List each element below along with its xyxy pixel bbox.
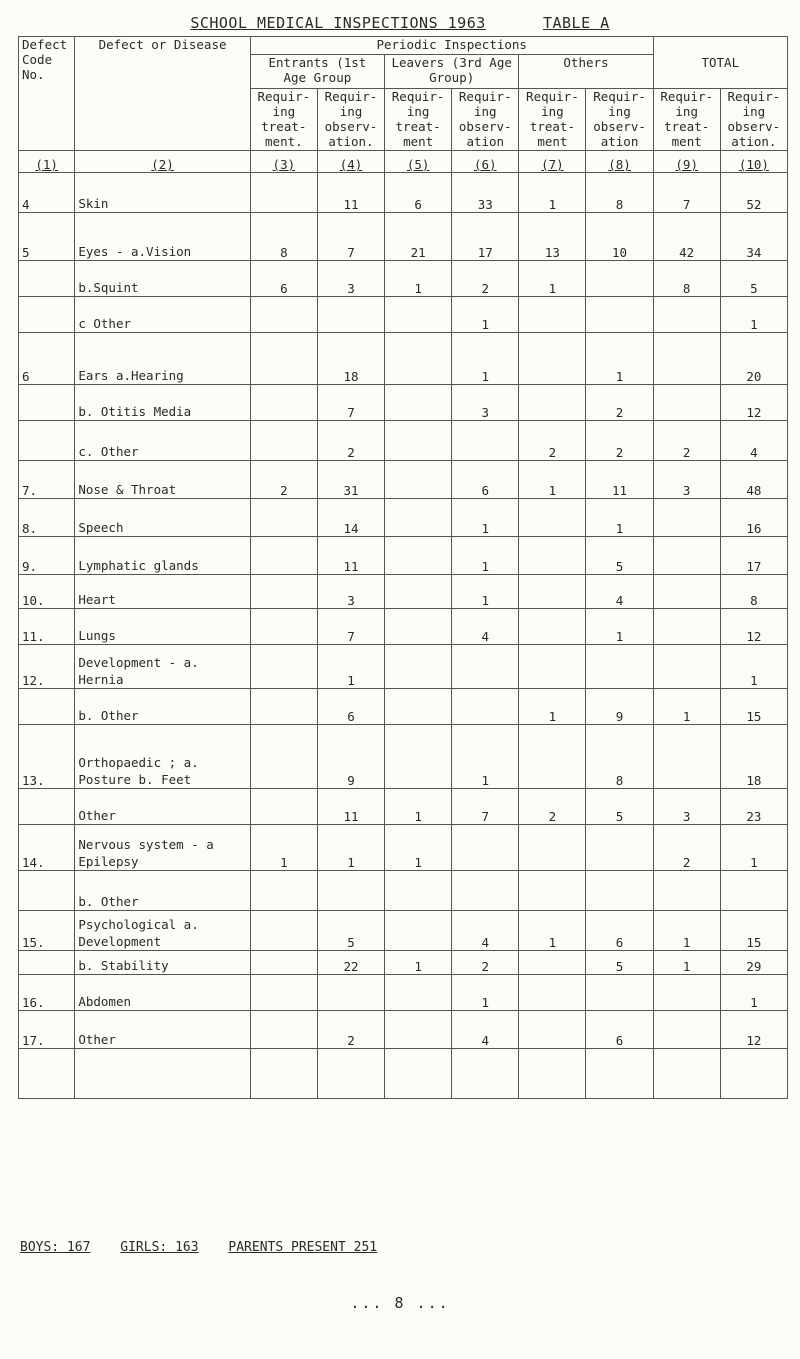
defect-code-cell: 17. [19, 1011, 75, 1049]
defect-code-cell [19, 261, 75, 297]
value-cell [385, 975, 452, 1011]
header-entrants: Entrants (1st Age Group [250, 55, 384, 89]
value-cell [519, 499, 586, 537]
value-cell [250, 385, 317, 421]
defect-code-cell: 13. [19, 725, 75, 789]
defect-code-cell: 14. [19, 825, 75, 871]
col-num: (6) [452, 151, 519, 173]
value-cell: 5 [586, 951, 653, 975]
defect-code-cell [19, 421, 75, 461]
value-cell [519, 575, 586, 609]
value-cell: 12 [720, 1011, 787, 1049]
header-leavers-obs: Requir- ing observ- ation [452, 89, 519, 151]
value-cell: 18 [317, 333, 384, 385]
value-cell [653, 575, 720, 609]
value-cell [452, 825, 519, 871]
table-row [19, 645, 788, 689]
value-cell: 6 [586, 1011, 653, 1049]
value-cell [452, 421, 519, 461]
value-cell: 34 [720, 213, 787, 261]
girls-count: GIRLS: 163 [120, 1240, 199, 1255]
table-row [19, 173, 788, 213]
parents-present: PARENTS PRESENT 251 [228, 1240, 378, 1255]
col-num: (4) [317, 151, 384, 173]
table-row [19, 975, 788, 1011]
value-cell: 2 [586, 421, 653, 461]
value-cell [250, 689, 317, 725]
value-cell: 1 [720, 645, 787, 689]
header-others-obs: Requir- ing observ- ation [586, 89, 653, 151]
defect-code-cell: 11. [19, 609, 75, 645]
value-cell: 7 [317, 385, 384, 421]
defect-name-cell: Skin [75, 173, 250, 213]
value-cell: 3 [317, 575, 384, 609]
table-row [19, 871, 788, 911]
value-cell: 1 [385, 261, 452, 297]
value-cell [317, 297, 384, 333]
header-total: TOTAL [653, 37, 787, 89]
table-row [19, 461, 788, 499]
value-cell [385, 297, 452, 333]
defect-code-cell: 6 [19, 333, 75, 385]
value-cell: 1 [317, 645, 384, 689]
value-cell: 10 [586, 213, 653, 261]
defect-name-cell: c Other [75, 297, 250, 333]
value-cell: 2 [519, 789, 586, 825]
defect-name-cell: b. Other [75, 689, 250, 725]
value-cell: 6 [250, 261, 317, 297]
value-cell: 11 [586, 461, 653, 499]
value-cell: 1 [452, 725, 519, 789]
defect-code-cell [19, 689, 75, 725]
value-cell [250, 871, 317, 911]
value-cell: 1 [452, 297, 519, 333]
defect-name-cell: c. Other [75, 421, 250, 461]
value-cell [452, 645, 519, 689]
value-cell [250, 951, 317, 975]
table-body [19, 151, 788, 1099]
value-cell: 6 [452, 461, 519, 499]
defect-name-cell: Heart [75, 575, 250, 609]
col-num: (2) [75, 151, 250, 173]
value-cell: 17 [720, 537, 787, 575]
header-leavers-treat: Requir- ing treat- ment [385, 89, 452, 151]
value-cell [653, 871, 720, 911]
value-cell: 11 [317, 537, 384, 575]
defect-name-cell: Other [75, 789, 250, 825]
value-cell: 1 [250, 825, 317, 871]
value-cell: 2 [452, 951, 519, 975]
table-row [19, 421, 788, 461]
table-row [19, 951, 788, 975]
value-cell: 2 [317, 421, 384, 461]
header-others-treat: Requir- ing treat- ment [519, 89, 586, 151]
value-cell [385, 1049, 452, 1099]
value-cell [317, 871, 384, 911]
value-cell [720, 1049, 787, 1099]
value-cell: 4 [452, 1011, 519, 1049]
table-row [19, 261, 788, 297]
value-cell: 9 [586, 689, 653, 725]
value-cell: 1 [452, 575, 519, 609]
page-number: ... 8 ... [350, 1294, 450, 1312]
defect-code-cell: 5 [19, 213, 75, 261]
value-cell: 11 [317, 789, 384, 825]
value-cell: 4 [452, 609, 519, 645]
value-cell: 2 [250, 461, 317, 499]
defect-code-cell: 15. [19, 911, 75, 951]
value-cell [452, 1049, 519, 1099]
table-row [19, 609, 788, 645]
value-cell [250, 725, 317, 789]
header-defect-code: Defect Code No. [19, 37, 75, 151]
value-cell: 7 [317, 213, 384, 261]
table-row [19, 825, 788, 871]
table-row [19, 575, 788, 609]
value-cell [385, 385, 452, 421]
document-title: SCHOOL MEDICAL INSPECTIONS 1963 [190, 14, 486, 32]
header-total-treat: Requir- ing treat- ment [653, 89, 720, 151]
table-row [19, 213, 788, 261]
table-row [19, 1049, 788, 1099]
table-row [19, 1011, 788, 1049]
defect-code-cell: 9. [19, 537, 75, 575]
value-cell [250, 911, 317, 951]
value-cell [250, 975, 317, 1011]
value-cell [317, 1049, 384, 1099]
value-cell: 2 [653, 825, 720, 871]
value-cell [653, 975, 720, 1011]
defect-name-cell: Nervous system - a Epilepsy [75, 825, 250, 871]
value-cell [519, 975, 586, 1011]
value-cell: 23 [720, 789, 787, 825]
defect-code-cell [19, 1049, 75, 1099]
value-cell [385, 575, 452, 609]
value-cell: 9 [317, 725, 384, 789]
value-cell: 1 [385, 825, 452, 871]
value-cell: 7 [452, 789, 519, 825]
value-cell: 5 [317, 911, 384, 951]
value-cell [586, 975, 653, 1011]
value-cell [653, 645, 720, 689]
value-cell: 1 [452, 537, 519, 575]
value-cell [452, 871, 519, 911]
value-cell [250, 297, 317, 333]
defect-name-cell [75, 1049, 250, 1099]
value-cell: 20 [720, 333, 787, 385]
value-cell [586, 261, 653, 297]
col-num: (7) [519, 151, 586, 173]
value-cell: 21 [385, 213, 452, 261]
value-cell [586, 1049, 653, 1099]
value-cell: 31 [317, 461, 384, 499]
value-cell [250, 1011, 317, 1049]
value-cell [385, 871, 452, 911]
inspection-table [18, 36, 788, 1099]
value-cell: 1 [385, 789, 452, 825]
value-cell: 1 [586, 499, 653, 537]
table-row [19, 789, 788, 825]
table-row [19, 385, 788, 421]
value-cell [385, 689, 452, 725]
value-cell: 1 [720, 825, 787, 871]
value-cell: 3 [653, 789, 720, 825]
value-cell: 1 [385, 951, 452, 975]
value-cell: 4 [586, 575, 653, 609]
value-cell [250, 421, 317, 461]
value-cell: 1 [317, 825, 384, 871]
value-cell: 1 [452, 333, 519, 385]
defect-name-cell: b. Other [75, 871, 250, 911]
value-cell [250, 609, 317, 645]
value-cell [653, 385, 720, 421]
defect-name-cell: b. Stability [75, 951, 250, 975]
value-cell [519, 385, 586, 421]
value-cell [519, 645, 586, 689]
value-cell [519, 537, 586, 575]
value-cell: 1 [586, 609, 653, 645]
defect-name-cell: Ears a.Hearing [75, 333, 250, 385]
value-cell: 6 [586, 911, 653, 951]
value-cell: 5 [586, 789, 653, 825]
value-cell: 1 [519, 911, 586, 951]
value-cell [720, 871, 787, 911]
value-cell: 2 [653, 421, 720, 461]
defect-name-cell: Speech [75, 499, 250, 537]
defect-code-cell: 12. [19, 645, 75, 689]
col-num: (9) [653, 151, 720, 173]
defect-code-cell: 16. [19, 975, 75, 1011]
header-entrants-obs: Requir- ing observ- ation. [317, 89, 384, 151]
value-cell: 16 [720, 499, 787, 537]
value-cell [317, 975, 384, 1011]
col-num: (3) [250, 151, 317, 173]
value-cell [586, 825, 653, 871]
defect-code-cell: 7. [19, 461, 75, 499]
col-num: (1) [19, 151, 75, 173]
defect-code-cell [19, 951, 75, 975]
defect-code-cell [19, 789, 75, 825]
header-total-obs: Requir- ing observ- ation. [720, 89, 787, 151]
value-cell: 42 [653, 213, 720, 261]
value-cell: 1 [653, 911, 720, 951]
value-cell: 22 [317, 951, 384, 975]
value-cell [250, 333, 317, 385]
value-cell [586, 297, 653, 333]
value-cell [653, 499, 720, 537]
value-cell [452, 689, 519, 725]
value-cell: 48 [720, 461, 787, 499]
table-row [19, 537, 788, 575]
defect-code-cell [19, 385, 75, 421]
value-cell: 1 [452, 499, 519, 537]
col-num: (10) [720, 151, 787, 173]
value-cell: 3 [317, 261, 384, 297]
value-cell [519, 725, 586, 789]
defect-name-cell: Abdomen [75, 975, 250, 1011]
value-cell [385, 725, 452, 789]
defect-name-cell: Nose & Throat [75, 461, 250, 499]
value-cell [519, 1049, 586, 1099]
value-cell [519, 333, 586, 385]
table-row [19, 499, 788, 537]
value-cell: 8 [586, 725, 653, 789]
value-cell [385, 421, 452, 461]
value-cell: 29 [720, 951, 787, 975]
value-cell: 6 [317, 689, 384, 725]
table-row [19, 689, 788, 725]
defect-name-cell: Orthopaedic ; a. Posture b. Feet [75, 725, 250, 789]
value-cell [519, 871, 586, 911]
boys-count: BOYS: 167 [20, 1240, 91, 1255]
value-cell: 18 [720, 725, 787, 789]
value-cell [250, 645, 317, 689]
value-cell: 3 [653, 461, 720, 499]
value-cell: 7 [653, 173, 720, 213]
value-cell [653, 537, 720, 575]
value-cell: 1 [519, 173, 586, 213]
table-row [19, 333, 788, 385]
defect-name-cell: Other [75, 1011, 250, 1049]
value-cell: 1 [653, 951, 720, 975]
value-cell [519, 297, 586, 333]
value-cell: 4 [720, 421, 787, 461]
table-row [19, 725, 788, 789]
value-cell: 6 [385, 173, 452, 213]
defect-code-cell: 4 [19, 173, 75, 213]
col-num: (8) [586, 151, 653, 173]
value-cell [653, 725, 720, 789]
value-cell [653, 1011, 720, 1049]
value-cell: 17 [452, 213, 519, 261]
value-cell [250, 499, 317, 537]
value-cell [653, 333, 720, 385]
value-cell [586, 871, 653, 911]
value-cell: 33 [452, 173, 519, 213]
value-cell: 8 [653, 261, 720, 297]
value-cell: 1 [586, 333, 653, 385]
defect-code-cell [19, 297, 75, 333]
value-cell: 2 [317, 1011, 384, 1049]
value-cell [385, 911, 452, 951]
value-cell [653, 297, 720, 333]
footer [20, 1240, 399, 1255]
value-cell [250, 789, 317, 825]
value-cell [385, 461, 452, 499]
value-cell [250, 1049, 317, 1099]
header-row-1 [19, 37, 788, 55]
value-cell: 12 [720, 609, 787, 645]
defect-name-cell: Psychological a. Development [75, 911, 250, 951]
value-cell: 14 [317, 499, 384, 537]
header-others: Others [519, 55, 653, 89]
value-cell: 1 [519, 689, 586, 725]
value-cell: 2 [519, 421, 586, 461]
value-cell [385, 537, 452, 575]
header-leavers: Leavers (3rd Age Group) [385, 55, 519, 89]
table-row [19, 297, 788, 333]
table-row [19, 911, 788, 951]
value-cell [250, 537, 317, 575]
value-cell [385, 499, 452, 537]
value-cell: 1 [519, 261, 586, 297]
value-cell: 8 [586, 173, 653, 213]
defect-code-cell [19, 871, 75, 911]
defect-name-cell: Lymphatic glands [75, 537, 250, 575]
value-cell: 11 [317, 173, 384, 213]
value-cell: 1 [452, 975, 519, 1011]
value-cell: 15 [720, 911, 787, 951]
value-cell: 5 [586, 537, 653, 575]
value-cell [250, 575, 317, 609]
header-defect-disease: Defect or Disease [75, 37, 250, 151]
value-cell [653, 609, 720, 645]
value-cell [519, 951, 586, 975]
value-cell: 3 [452, 385, 519, 421]
value-cell: 2 [586, 385, 653, 421]
value-cell [519, 609, 586, 645]
header-periodic: Periodic Inspections [250, 37, 653, 55]
value-cell: 1 [720, 297, 787, 333]
table-label: TABLE A [542, 14, 610, 32]
value-cell: 5 [720, 261, 787, 297]
value-cell [653, 1049, 720, 1099]
page-title [0, 14, 800, 32]
defect-name-cell: Lungs [75, 609, 250, 645]
value-cell [519, 1011, 586, 1049]
value-cell: 15 [720, 689, 787, 725]
value-cell [385, 609, 452, 645]
defect-name-cell: b.Squint [75, 261, 250, 297]
value-cell: 13 [519, 213, 586, 261]
value-cell [385, 1011, 452, 1049]
value-cell: 2 [452, 261, 519, 297]
value-cell [250, 173, 317, 213]
value-cell [586, 645, 653, 689]
value-cell: 12 [720, 385, 787, 421]
col-num: (5) [385, 151, 452, 173]
value-cell: 1 [653, 689, 720, 725]
value-cell [519, 825, 586, 871]
value-cell: 7 [317, 609, 384, 645]
value-cell: 4 [452, 911, 519, 951]
defect-name-cell: Development - a. Hernia [75, 645, 250, 689]
defect-name-cell: b. Otitis Media [75, 385, 250, 421]
value-cell: 52 [720, 173, 787, 213]
value-cell [385, 333, 452, 385]
value-cell: 8 [250, 213, 317, 261]
column-number-row [19, 151, 788, 173]
defect-name-cell: Eyes - a.Vision [75, 213, 250, 261]
value-cell: 1 [720, 975, 787, 1011]
value-cell: 8 [720, 575, 787, 609]
value-cell: 1 [519, 461, 586, 499]
value-cell [385, 645, 452, 689]
defect-code-cell: 8. [19, 499, 75, 537]
header-entrants-treat: Requir- ing treat- ment. [250, 89, 317, 151]
defect-code-cell: 10. [19, 575, 75, 609]
